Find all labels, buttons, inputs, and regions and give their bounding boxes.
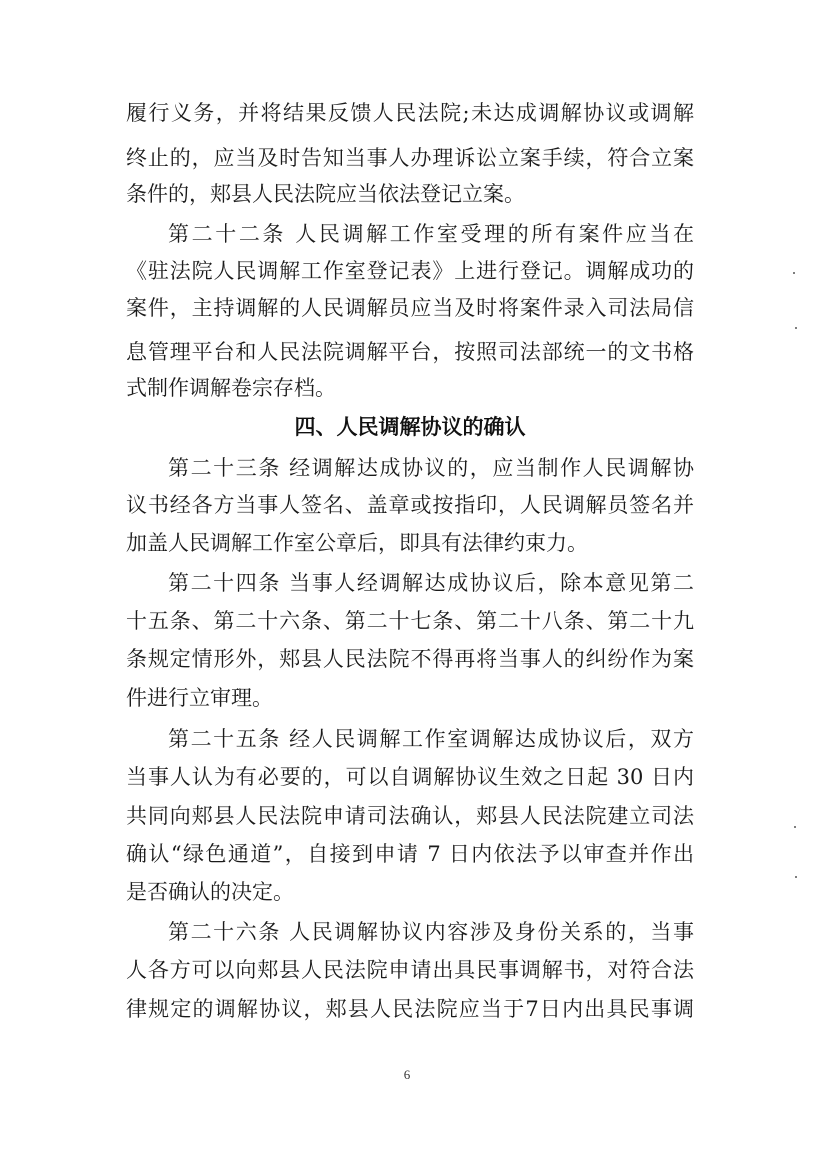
section-heading: 四、人民调解协议的确认 [294, 415, 526, 439]
text-line: 人各方可以向郏县人民法院申请出具民事调解书，对符合法 [126, 958, 694, 982]
text-line: 加盖人民调解工作室公章后，即具有法律约束力。 [126, 531, 588, 555]
article-22-start: 第二十二条 人民调解工作室受理的所有案件应当在 [168, 222, 694, 246]
text-line: 式制作调解卷宗存档。 [126, 376, 336, 400]
text-line: 确认“绿色通道”，自接到申请 7 日内依法予以审查并作出 [126, 842, 694, 866]
text-line: 条规定情形外，郏县人民法院不得再将当事人的纠纷作为案 [126, 647, 694, 671]
text-line: 是否确认的决定。 [126, 880, 294, 904]
page-number: 6 [403, 1067, 411, 1082]
text-line: 息管理平台和人民法院调解平台，按照司法部统一的文书格 [126, 340, 694, 364]
scan-speck [795, 876, 797, 878]
text-line: 十五条、第二十六条、第二十七条、第二十八条、第二十九 [126, 609, 694, 633]
text-line: 当事人认为有必要的，可以自调解协议生效之日起 30 日内 [126, 765, 694, 789]
article-23-start: 第二十三条 经调解达成协议的，应当制作人民调解协 [168, 456, 694, 480]
text-line: 条件的，郏县人民法院应当依法登记立案。 [126, 182, 525, 206]
scan-speck [793, 272, 795, 274]
article-25-start: 第二十五条 经人民调解工作室调解达成协议后，双方 [168, 727, 694, 751]
text-line: 案件，主持调解的人民调解员应当及时将案件录入司法局信 [126, 296, 694, 320]
scan-speck [794, 826, 796, 828]
text-line: 律规定的调解协议，郏县人民法院应当于7日内出具民事调 [126, 997, 694, 1021]
text-line: 议书经各方当事人签名、盖章或按指印，人民调解员签名并 [126, 493, 694, 517]
article-24-start: 第二十四条 当事人经调解达成协议后，除本意见第二 [168, 571, 694, 595]
text-line: 终止的，应当及时告知当事人办理诉讼立案手续，符合立案 [126, 146, 694, 170]
text-line: 共同向郏县人民法院申请司法确认，郏县人民法院建立司法 [126, 804, 694, 828]
article-26-start: 第二十六条 人民调解协议内容涉及身份关系的，当事 [168, 920, 694, 944]
text-line: 履行义务，并将结果反馈人民法院;未达成调解协议或调解 [126, 101, 694, 125]
text-line: 件进行立审理。 [126, 686, 273, 710]
scan-speck [795, 327, 797, 329]
text-line: 《驻法院人民调解工作室登记表》上进行登记。调解成功的 [126, 259, 694, 283]
